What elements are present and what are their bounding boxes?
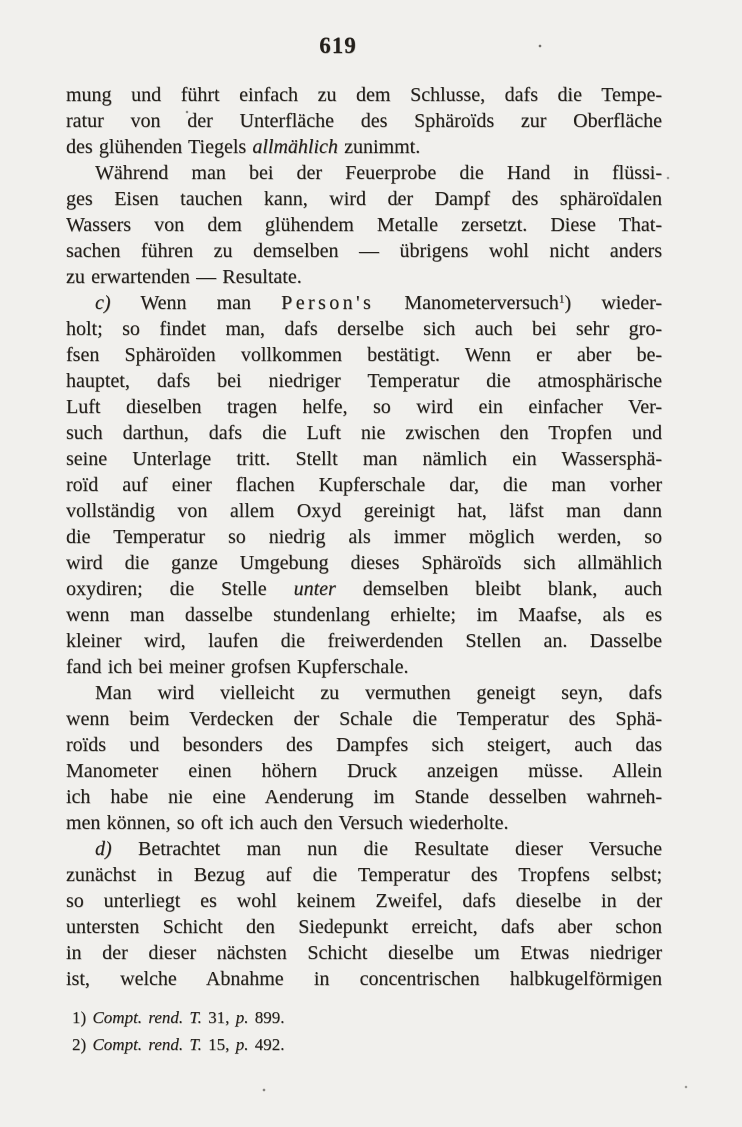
text-run: die Temperatur so niedrig als immer möglich werden, so: [66, 526, 662, 548]
text-run: wird die ganze Umgebung dieses Sphäroïds sich allmählich: [66, 552, 662, 574]
text-line: [66, 836, 662, 862]
text-line: [66, 732, 662, 758]
text-run: fsen Sphäroïden vollkommen bestätigt. Wenn er aber be-: [66, 344, 662, 366]
text-line: [66, 82, 662, 108]
text-line: [66, 940, 662, 966]
text-run: sachen führen zu demselben — übrigens wohl nicht anders: [66, 240, 662, 262]
text-line: [66, 368, 662, 394]
text-line: [66, 160, 662, 186]
text-line: [66, 212, 662, 238]
text-run: ist, welche Abnahme in concentrischen halbkugelförmigen: [66, 968, 662, 990]
text-run: wenn beim Verdecken der Schale die Temperatur des Sphä-: [66, 708, 662, 730]
text-run: in der dieser nächsten Schicht dieselbe um Etwas niedriger: [66, 942, 662, 964]
text-run: 31,: [201, 1008, 236, 1027]
text-line: [66, 290, 662, 316]
text-run: roïd auf einer flachen Kupferschale dar, die man vorher: [66, 474, 662, 496]
text-line: [66, 810, 662, 836]
text-run: fand ich bei meiner grofsen Kupferschale.: [66, 656, 409, 678]
text-run: Luft dieselben tragen helfe, so wird ein einfacher Ver-: [66, 396, 662, 418]
text-line: [66, 264, 662, 290]
text-line: [66, 550, 662, 576]
text-run: Wenn man: [110, 292, 282, 314]
text-line: [66, 186, 662, 212]
text-run: ) wieder-: [564, 292, 662, 314]
text-run: roïds und besonders des Dampfes sich steigert, auch das: [66, 734, 662, 756]
text-line: [66, 914, 662, 940]
text-run: zunimmt.: [337, 136, 421, 158]
text-run: Compt. rend. T.: [92, 1035, 202, 1054]
text-run: so unterliegt es wohl keinem Zweifel, dafs dieselbe in der: [66, 890, 662, 912]
text-line: [66, 446, 662, 472]
text-run: 899.: [248, 1008, 285, 1027]
footnote: [72, 1031, 632, 1058]
paragraph: [66, 82, 662, 160]
paragraph: [66, 836, 662, 992]
text-line: [66, 706, 662, 732]
text-run: ges Eisen tauchen kann, wird der Dampf des sphäroïdalen: [66, 188, 662, 210]
text-run: hauptet, dafs bei niedriger Temperatur die atmosphärische: [66, 370, 662, 392]
text-line: [66, 784, 662, 810]
text-run: zunächst in Bezug auf die Temperatur des Tropfens selbst;: [66, 864, 662, 886]
text-line: [66, 238, 662, 264]
text-line: [66, 394, 662, 420]
text-run: Betrachtet man nun die Resultate dieser Versuche: [111, 838, 662, 860]
text-line: [66, 316, 662, 342]
text-run: holt; so findet man, dafs derselbe sich auch bei sehr gro-: [66, 318, 662, 340]
paragraph: [66, 160, 662, 290]
text-run: untersten Schicht den Siedepunkt erreicht, dafs aber schon: [66, 916, 662, 938]
text-line: [66, 498, 662, 524]
text-run: such darthun, dafs die Luft nie zwischen den Tropfen und: [66, 422, 662, 444]
text-line: [66, 602, 662, 628]
text-run: d): [95, 838, 112, 860]
text-run: demselben bleibt blank, auch: [335, 578, 663, 600]
text-line: [66, 472, 662, 498]
text-run: Compt. rend. T.: [92, 1008, 202, 1027]
text-run: des glühenden Tiegels: [66, 136, 253, 158]
paragraph: [66, 290, 662, 680]
text-run: Manometerversuch: [374, 292, 559, 314]
text-run: men können, so oft ich auch den Versuch wiederholte.: [66, 812, 509, 834]
footnotes: [72, 1004, 632, 1058]
text-line: [66, 134, 662, 160]
text-run: p.: [235, 1035, 249, 1054]
text-run: Wassers von dem glühendem Metalle zersetzt. Diese That-: [66, 214, 662, 236]
text-run: zu erwartenden — Resultate.: [66, 266, 302, 288]
text-line: [66, 108, 662, 134]
text-run: ratur von der Unterfläche des Sphäroïds zur Oberfläche: [66, 110, 662, 132]
text-line: [66, 576, 662, 602]
text-run: Während man bei der Feuerprobe die Hand in flüssi-: [95, 162, 662, 184]
text-run: wenn man dasselbe stundenlang erhielte; im Maafse, als es: [66, 604, 662, 626]
text-run: unter: [293, 578, 336, 600]
text-run: 2): [72, 1035, 93, 1054]
text-run: allmählich: [252, 136, 338, 158]
text-run: 492.: [248, 1035, 285, 1054]
text-line: [66, 966, 662, 992]
text-run: 15,: [201, 1035, 236, 1054]
text-line: [66, 862, 662, 888]
paragraph: [66, 680, 662, 836]
text-run: kleiner wird, laufen die freiwerdenden Stellen an. Dasselbe: [66, 630, 662, 652]
text-line: [66, 758, 662, 784]
text-line: [66, 680, 662, 706]
footnote: [72, 1004, 632, 1031]
text-run: oxydiren; die Stelle: [66, 578, 294, 600]
text-run: 1: [558, 292, 565, 306]
page-number: 619: [319, 33, 357, 58]
text-run: seine Unterlage tritt. Stellt man nämlich ein Wassersphä-: [66, 448, 662, 470]
text-run: mung und führt einfach zu dem Schlusse, dafs die Tempe-: [66, 84, 662, 106]
text-run: Man wird vielleicht zu vermuthen geneigt seyn, dafs: [95, 682, 662, 704]
text-run: 1): [72, 1008, 93, 1027]
text-line: [66, 888, 662, 914]
text-run: Manometer einen höhern Druck anzeigen müsse. Allein: [66, 760, 662, 782]
text-line: [66, 342, 662, 368]
text-run: c): [95, 292, 111, 314]
body-text: [66, 82, 662, 992]
text-run: Person's: [281, 292, 375, 314]
text-run: ich habe nie eine Aenderung im Stande desselben wahrneh-: [66, 786, 662, 808]
text-line: [66, 524, 662, 550]
text-line: [66, 654, 662, 680]
text-line: [66, 628, 662, 654]
text-run: p.: [235, 1008, 249, 1027]
text-line: [66, 420, 662, 446]
text-run: vollständig von allem Oxyd gereinigt hat, läfst man dann: [66, 500, 662, 522]
